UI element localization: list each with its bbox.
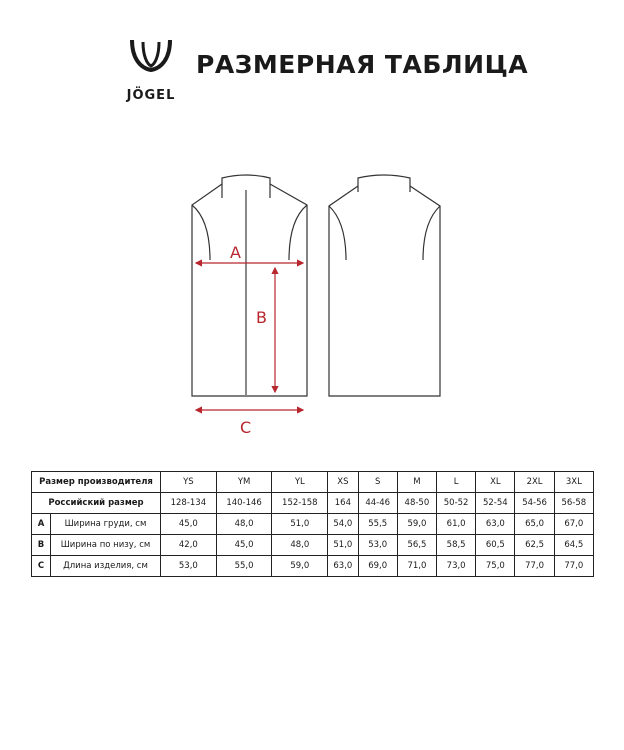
table-row: [32, 493, 594, 514]
table-cell: 164: [328, 493, 358, 514]
table-cell: 54-56: [515, 493, 554, 514]
row-label: Ширина по низу, см: [51, 535, 161, 556]
table-cell: 45,0: [216, 535, 272, 556]
measure-a-label: A: [230, 243, 241, 262]
table-cell: 71,0: [397, 556, 436, 577]
table-cell: 63,0: [476, 514, 515, 535]
table-cell: 128-134: [161, 493, 217, 514]
table-cell: XL: [476, 472, 515, 493]
table-cell: 63,0: [328, 556, 358, 577]
table-cell: 152-158: [272, 493, 328, 514]
measure-a-arrow: [196, 243, 303, 263]
table-cell: 58,5: [437, 535, 476, 556]
page-title: РАЗМЕРНАЯ ТАБЛИЦА: [196, 50, 529, 79]
size-table: [31, 471, 594, 577]
brand-name: JÖGEL: [126, 88, 176, 103]
table-cell: 53,0: [161, 556, 217, 577]
table-cell: 62,5: [515, 535, 554, 556]
table-row: [32, 514, 594, 535]
table-cell: 60,5: [476, 535, 515, 556]
table-cell: 67,0: [554, 514, 593, 535]
table-cell: 61,0: [437, 514, 476, 535]
table-cell: 42,0: [161, 535, 217, 556]
table-cell: 69,0: [358, 556, 397, 577]
table-cell: 48,0: [216, 514, 272, 535]
table-cell: L: [437, 472, 476, 493]
vest-illustration: [0, 160, 624, 450]
vest-back-drawing: [329, 175, 440, 396]
table-cell: 44-46: [358, 493, 397, 514]
row-label: Длина изделия, см: [51, 556, 161, 577]
table-cell: 48-50: [397, 493, 436, 514]
table-cell: 140-146: [216, 493, 272, 514]
table-row: [32, 556, 594, 577]
table-cell: 59,0: [397, 514, 436, 535]
table-cell: 59,0: [272, 556, 328, 577]
table-cell: XS: [328, 472, 358, 493]
measure-b-arrow: [256, 268, 275, 392]
table-cell: 56-58: [554, 493, 593, 514]
table-cell: YL: [272, 472, 328, 493]
row-label: Ширина груди, см: [51, 514, 161, 535]
table-cell: 77,0: [515, 556, 554, 577]
table-cell: 65,0: [515, 514, 554, 535]
table-cell: 3XL: [554, 472, 593, 493]
table-cell: 45,0: [161, 514, 217, 535]
measure-b-label: B: [256, 308, 267, 327]
table-cell: 73,0: [437, 556, 476, 577]
table-cell: 64,5: [554, 535, 593, 556]
table-cell: YM: [216, 472, 272, 493]
table-cell: 50-52: [437, 493, 476, 514]
table-cell: YS: [161, 472, 217, 493]
table-cell: 53,0: [358, 535, 397, 556]
table-cell: 77,0: [554, 556, 593, 577]
row-label: Российский размер: [32, 493, 161, 514]
brand-logo: [118, 38, 184, 108]
table-cell: 48,0: [272, 535, 328, 556]
table-cell: 55,0: [216, 556, 272, 577]
table-row: [32, 472, 594, 493]
table-cell: 2XL: [515, 472, 554, 493]
measure-c-arrow: [196, 410, 303, 437]
table-cell: 54,0: [328, 514, 358, 535]
row-label: Размер производителя: [32, 472, 161, 493]
row-key: B: [32, 535, 51, 556]
table-cell: 55,5: [358, 514, 397, 535]
table-cell: 52-54: [476, 493, 515, 514]
row-key: A: [32, 514, 51, 535]
table-cell: 51,0: [328, 535, 358, 556]
table-cell: 75,0: [476, 556, 515, 577]
measure-c-label: C: [240, 418, 252, 437]
table-cell: S: [358, 472, 397, 493]
logo-mark-icon: [126, 38, 176, 82]
row-key: C: [32, 556, 51, 577]
table-cell: 51,0: [272, 514, 328, 535]
table-cell: 56,5: [397, 535, 436, 556]
vest-front-drawing: [192, 175, 307, 396]
table-row: [32, 535, 594, 556]
table-cell: M: [397, 472, 436, 493]
